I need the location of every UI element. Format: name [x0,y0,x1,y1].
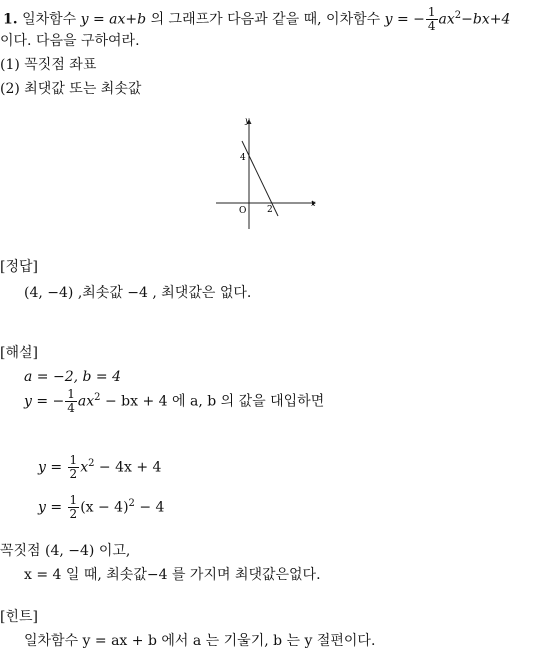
quadratic-tail: −bx+4 [461,11,511,28]
exponent: 2 [88,457,95,469]
y-tick-label: 4 [240,153,246,163]
problem-item-2: (2) 최댓값 또는 최솟값 [0,81,142,97]
quadratic-term: ax [438,11,455,28]
exponent: 2 [454,9,462,21]
frac-den: 4 [67,401,75,415]
equation-start: y = − [24,393,65,410]
fraction-half [68,454,80,481]
frac-num: 1 [427,5,436,19]
fraction-quarter [426,6,438,33]
solution-eq-2 [38,494,164,521]
fraction-quarter [65,388,77,415]
exponent: 2 [128,497,135,509]
eq-term: x [80,459,89,476]
frac-den: 2 [69,467,78,481]
problem-line-2: 이다. 다음을 구하여라. [0,33,140,49]
solution-eq-1 [38,454,161,481]
coefficients: a = −2, b = 4 [24,369,122,385]
solution-line-2 [24,388,324,415]
problem-item-1: (1) 꼭짓점 좌표 [0,57,97,73]
frac-den: 4 [427,19,436,33]
x-axis-label: x [311,199,316,208]
origin-label: O [239,206,247,216]
answer-header: [정답] [0,259,38,275]
hint-line: 일차함수 y = ax + b 에서 a 는 기울기, b 는 y 절편이다. [24,633,376,649]
conclusion-line: x = 4 일 때, 최솟값−4 를 가지며 최댓값은없다. [24,567,321,583]
vertex-line: 꼭짓점 (4, −4) 이고, [0,543,131,559]
problem-text: 의 그래프가 다음과 같을 때, 이차함수 [150,11,381,28]
substitution-text: − bx + 4 에 a, b 의 값을 대입하면 [100,393,325,410]
solution-line-1 [24,368,121,386]
hint-header: [힌트] [0,609,38,625]
frac-den: 2 [69,507,78,521]
quadratic-term: ax [77,393,95,410]
problem-number: 1. [3,11,18,28]
frac-num: 1 [69,493,78,507]
eq-term: (x − 4) [80,499,129,516]
eq-tail: − 4 [134,499,165,516]
eq-start: y = [38,499,67,516]
linear-equation: y = ax+b [80,11,147,28]
linear-graph [212,115,322,235]
exponent: 2 [94,391,101,403]
frac-num: 1 [67,387,75,401]
x-tick-label: 2 [267,205,273,215]
answer-line: (4, −4) ,최솟값 −4 , 최댓값은 없다. [24,285,252,301]
solution-header: [해설] [0,345,38,361]
eq-start: y = [38,459,67,476]
frac-num: 1 [69,453,78,467]
quadratic-equation-start: y = − [384,11,425,28]
fraction-half [68,494,80,521]
eq-tail: − 4x + 4 [94,459,162,476]
problem-line-1 [3,6,510,33]
y-axis-label: y [245,116,250,125]
problem-text: 일차함수 [22,11,77,28]
